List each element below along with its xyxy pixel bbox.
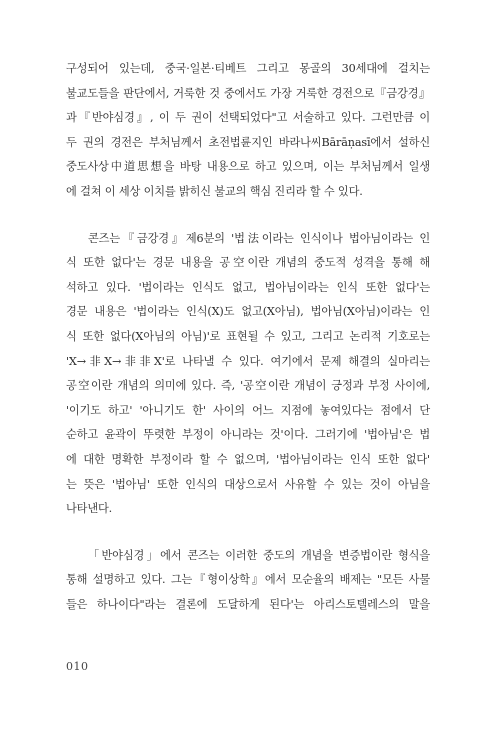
page-number: 010 [66,660,89,673]
paragraph-2 [66,227,430,522]
paragraph-line: 중도사상中道思想을 바탕 내용으로 하고 있으며, 이는 부처님께서 일생 [66,160,430,174]
paragraph-line: 공空이란 개념의 의미에 있다. 즉, '공空이란 개념이 긍정과 부정 사이에, [66,379,430,393]
paragraph-line: 'X→非X→非非X'로 나타낼 수 있다. 여기에서 문제 해결의 실마리는 [66,354,430,368]
paragraph-line: 순하고 윤곽이 뚜렷한 부정이 아니라는 것'이다. 그러기에 '법아님'은 법 [66,428,430,442]
paragraph-line: 불교도들을 판단에서, 거룩한 것 중에서도 가장 거룩한 경전으로『금강경』 [66,86,430,100]
paragraph-line: 과『반야심경』, 이 두 권이 선택되었다"고 서술하고 있다. 그런만큼 이 [66,111,430,125]
paragraph-line: 콘즈는『금강경』제6분의 '법法이라는 인식이나 법아님이라는 인 [88,231,430,245]
paragraph-line: 들은 하나이다"라는 결론에 도달하게 된다'는 아리스토텔레스의 말을 [66,597,430,611]
paragraph-line: 식 또한 없다'는 경문 내용을 공空이란 개념의 중도적 성격을 통해 해 [66,256,430,270]
paragraph-line: 구성되어 있는데, 중국·일본·티베트 그리고 몽골의 30세대에 걸치는 [66,62,430,75]
paragraph-line: 「반야심경」에서 콘즈는 이러한 중도의 개념을 변증법이란 형식을 [88,548,430,562]
paragraph-line: 두 권의 경전은 부처님께서 초전법륜지인 바라나씨Bārāṇasī에서 설하신 [66,135,430,149]
paragraph-line: 는 뜻은 '법아님' 또한 인식의 대상으로서 사유할 수 있는 것이 아님을 [66,477,430,491]
paragraph-1 [66,57,430,205]
paragraph-line: 통해 설명하고 있다. 그는『형이상학』에서 모순율의 배제는 "모든 사물 [66,573,430,587]
page-body [66,57,430,617]
paragraph-line: 에 대한 명확한 부정이라 할 수 없으며, '법아님이라는 인식 또한 없다' [66,452,430,466]
paragraph-line: 나타낸다. [66,502,113,516]
paragraph-line: 식 또한 없다(X아님의 아님)'로 표현될 수 있고, 그리고 논리적 기호로는 [66,329,430,343]
paragraph-line: '이기도 하고' '아니기도 한' 사이의 어느 지점에 놓여있다는 점에서 단 [66,403,430,417]
paragraph-line: 경문 내용은 '법이라는 인식(X)도 없고(X아님), 법아님(X아님)이라는 인 [66,305,430,319]
paragraph-3 [66,544,430,618]
paragraph-line: 석하고 있다. '법이라는 인식도 없고, 법아님이라는 인식 또한 없다'는 [66,280,430,294]
paragraph-line: 에 걸쳐 이 세상 이치를 밝히신 불교의 핵심 진리라 할 수 있다. [66,184,363,198]
